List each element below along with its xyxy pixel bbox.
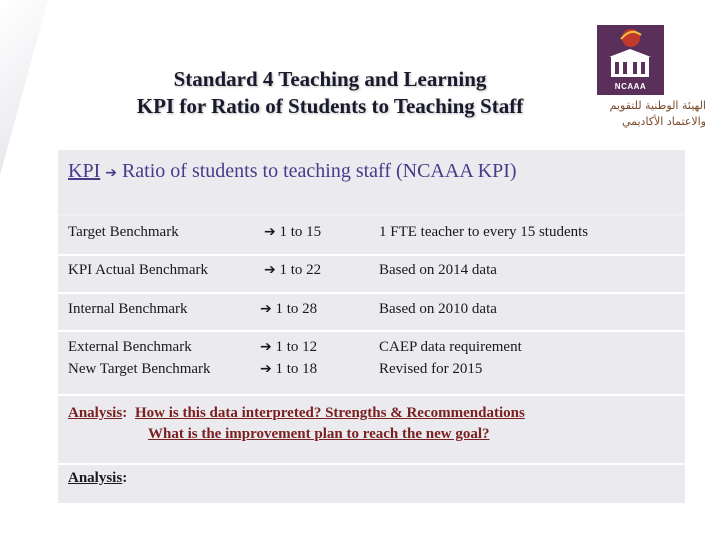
value-text: 1 to 12 xyxy=(275,339,318,355)
slide-title xyxy=(80,66,580,120)
analysis-label: Analysis xyxy=(68,405,123,421)
ncaaa-logo xyxy=(597,25,664,95)
internal-benchmark-value xyxy=(260,298,317,320)
arrow-icon: ➔ xyxy=(260,339,272,355)
arabic-line-2: والاعتماد الأكاديمي xyxy=(621,115,706,128)
internal-benchmark-label: Internal Benchmark xyxy=(68,301,188,317)
actual-benchmark-note: Based on 2014 data xyxy=(379,262,497,278)
arrow-icon: ➔ xyxy=(264,262,276,278)
analysis-label-2: Analysis xyxy=(68,470,123,486)
value-text: 1 to 18 xyxy=(275,361,318,377)
analysis-question-1: How is this data interpreted? Strengths & Recommendations xyxy=(134,405,525,421)
target-benchmark-note: 1 FTE teacher to every 15 students xyxy=(379,224,589,240)
title-line-1: Standard 4 Teaching and Learning xyxy=(173,67,487,91)
new-target-benchmark-value xyxy=(260,358,317,380)
arrow-icon: ➔ xyxy=(105,165,117,181)
external-benchmark-value xyxy=(260,336,317,358)
actual-benchmark-value xyxy=(264,259,321,281)
arrow-icon: ➔ xyxy=(264,224,276,240)
internal-benchmark-note: Based on 2010 data xyxy=(379,301,497,317)
value-text: 1 to 22 xyxy=(279,262,322,278)
analysis-question-2: What is the improvement plan to reach the new goal? xyxy=(148,426,490,442)
logo-arabic-text xyxy=(588,98,706,130)
logo-label: NCAAA xyxy=(614,82,647,91)
analysis-block xyxy=(68,403,525,445)
arrow-icon: ➔ xyxy=(260,301,272,317)
target-benchmark-label: Target Benchmark xyxy=(68,224,179,240)
value-text: 1 to 15 xyxy=(279,224,322,240)
new-target-benchmark-note: Revised for 2015 xyxy=(379,361,483,377)
analysis-label-2-block xyxy=(68,470,127,487)
new-target-benchmark-label: New Target Benchmark xyxy=(68,361,211,377)
arabic-line-1: الهيئة الوطنية للتقويم xyxy=(609,99,706,112)
title-line-2: KPI for Ratio of Students to Teaching Staff xyxy=(136,94,524,118)
target-benchmark-value xyxy=(264,221,321,243)
external-benchmark-note: CAEP data requirement xyxy=(379,339,522,355)
analysis-colon-2: : xyxy=(122,470,128,486)
analysis-row-2 xyxy=(58,463,685,503)
kpi-label: KPI xyxy=(68,160,101,182)
arrow-icon: ➔ xyxy=(260,361,272,377)
kpi-description: Ratio of students to teaching staff (NCAAA KPI) xyxy=(121,160,517,182)
actual-benchmark-label: KPI Actual Benchmark xyxy=(68,262,208,278)
slide-corner-decoration xyxy=(0,0,48,175)
value-text: 1 to 28 xyxy=(275,301,318,317)
kpi-heading xyxy=(68,160,517,183)
external-benchmark-label: External Benchmark xyxy=(68,339,192,355)
analysis-colon: : xyxy=(122,405,128,421)
